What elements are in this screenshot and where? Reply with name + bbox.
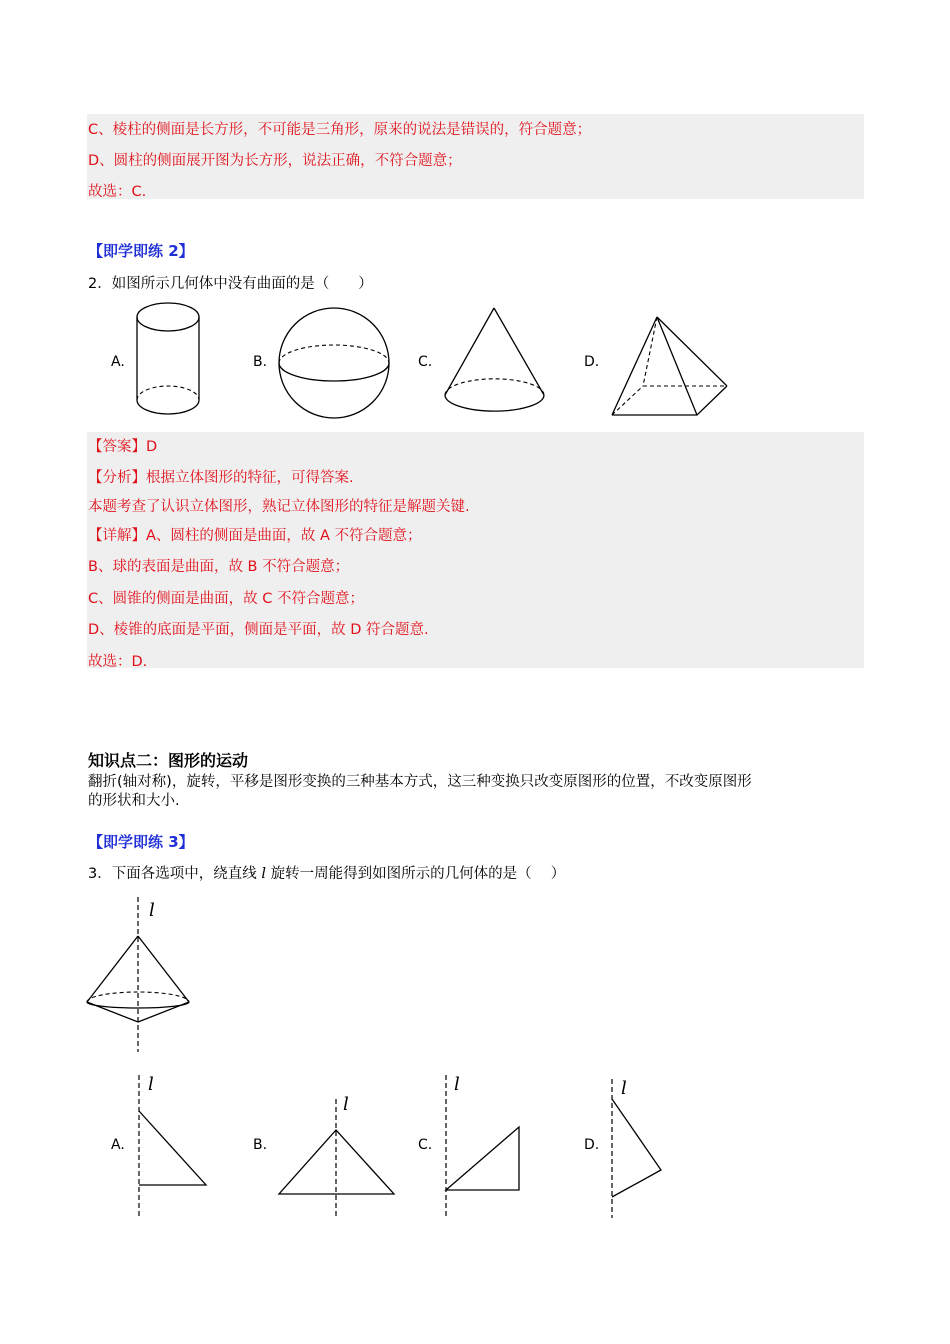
analysis-2: 【分析】根据立体图形的特征，可得答案. <box>88 470 354 486</box>
axis-label-main: l <box>149 900 155 921</box>
option-3a-figure <box>136 1074 210 1220</box>
detail-2-c: C、圆锥的侧面是曲面，故 C 不符合题意； <box>88 591 364 607</box>
option-c-label: C. <box>418 354 433 370</box>
option-3a-label: A. <box>111 1137 125 1153</box>
section-body-2: 的形状和大小. <box>88 793 180 809</box>
cone-icon <box>444 307 546 415</box>
option-3b-figure <box>276 1098 398 1220</box>
question-3 <box>88 862 565 883</box>
analysis-conclusion: 故选：C. <box>88 184 147 200</box>
question-3-prefix: 3．下面各选项中，绕直线 <box>88 866 262 882</box>
analysis-line-c: C、棱柱的侧面是长方形，不可能是三角形，原来的说法是错误的，符合题意； <box>88 122 592 138</box>
detail-2-b: B、球的表面是曲面，故 B 不符合题意； <box>88 559 350 575</box>
option-3b-label: B. <box>253 1137 268 1153</box>
question-3-suffix: 旋转一周能得到如图所示的几何体的是（ ） <box>265 866 566 882</box>
key-point-2: 本题考查了认识立体图形，熟记立体图形的特征是解题关键. <box>88 499 470 515</box>
conclusion-2: 故选：D. <box>88 654 148 670</box>
option-a-label: A. <box>111 354 125 370</box>
sphere-icon <box>278 307 390 419</box>
section-title: 知识点二：图形的运动 <box>88 751 249 770</box>
option-3c-figure <box>443 1074 523 1220</box>
question-2: 2．如图所示几何体中没有曲面的是（ ） <box>88 276 373 292</box>
option-3d-label: D. <box>584 1137 600 1153</box>
detail-2-d: D、棱锥的底面是平面，侧面是平面，故 D 符合题意. <box>88 622 429 638</box>
section-body-1: 翻折(轴对称)，旋转，平移是图形变换的三种基本方式，这三种变换只改变原图形的位置，不改变原图形 <box>88 774 752 790</box>
pyramid-icon <box>611 316 729 418</box>
option-3d-figure <box>609 1078 665 1220</box>
practice-tag-3: 【即学即练 3】 <box>88 833 194 851</box>
option-b-label: B. <box>253 354 268 370</box>
practice-tag-2: 【即学即练 2】 <box>88 242 194 260</box>
axis-label-c: l <box>454 1074 460 1095</box>
axis-label-b: l <box>343 1094 349 1115</box>
question-3-var: l <box>261 866 266 882</box>
option-d-label: D. <box>584 354 600 370</box>
detail-2-a: 【详解】A、圆柱的侧面是曲面，故 A 不符合题意； <box>88 528 422 544</box>
double-cone-figure <box>84 896 194 1054</box>
cylinder-icon <box>136 302 202 418</box>
answer-2: 【答案】D <box>88 439 158 455</box>
axis-label-a: l <box>148 1074 154 1095</box>
option-3c-label: C. <box>418 1137 433 1153</box>
analysis-line-d: D、圆柱的侧面展开图为长方形，说法正确，不符合题意； <box>88 153 462 169</box>
axis-label-d: l <box>621 1078 627 1099</box>
